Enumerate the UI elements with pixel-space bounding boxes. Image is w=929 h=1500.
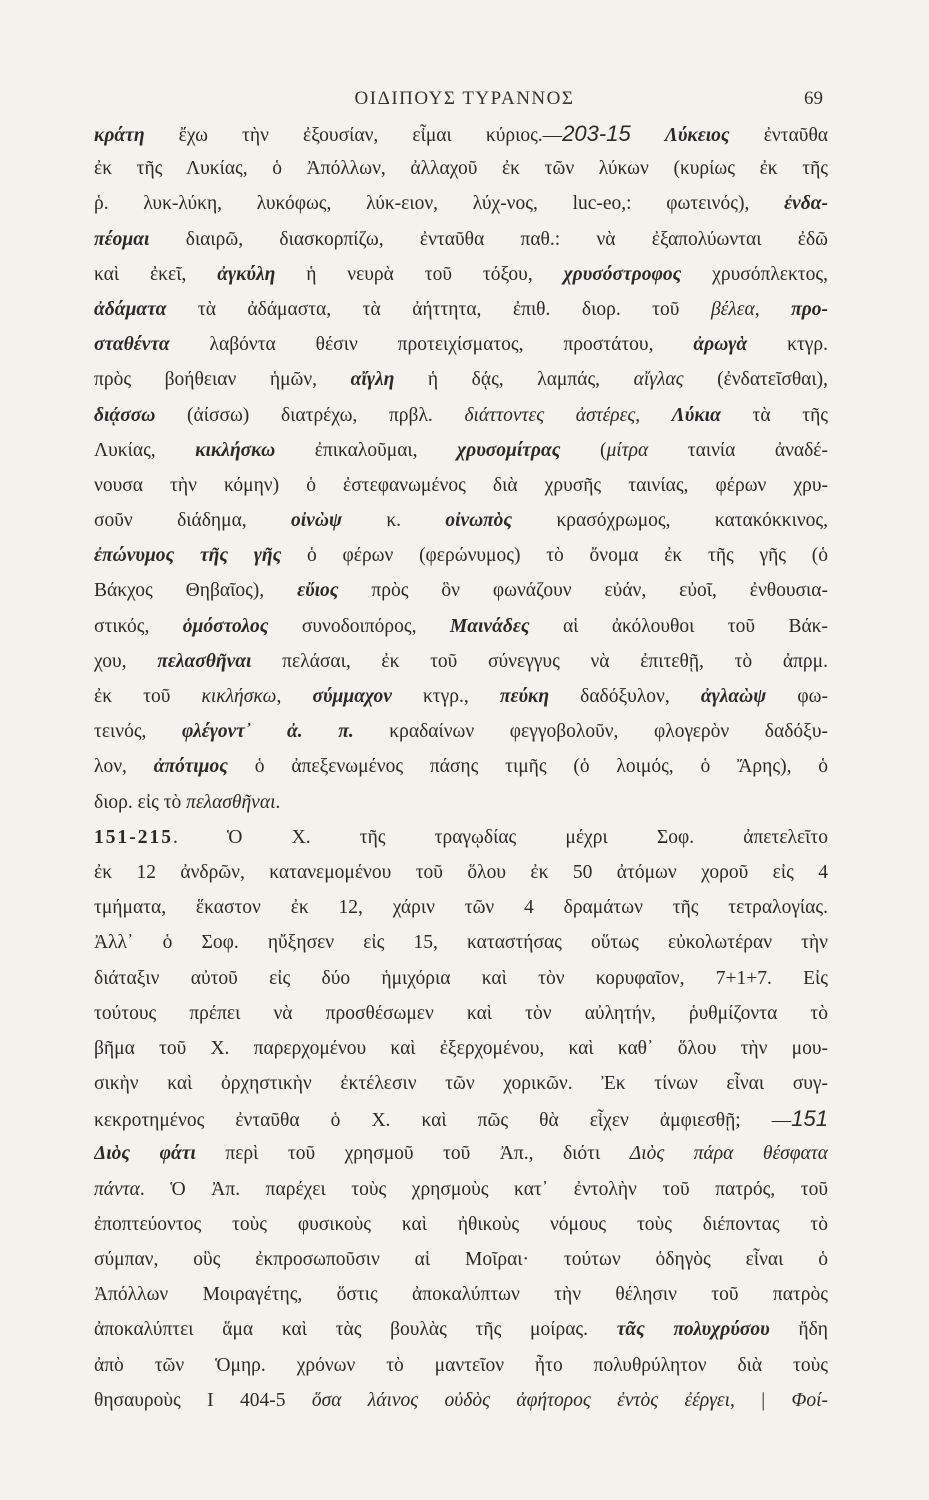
text-line: διορ. εἰς τὸ πελασθῆναι. [94,791,281,813]
text-line: ῥ. λυκ-λύκη, λυκόφως, λύκ-ειον, λύχ-νος, luc-eo,: φωτεινός), ἐνδα- [94,193,828,215]
text-line: πέομαι διαιρῶ, διασκορπίζω, ἐνταῦθα παθ.: νὰ ἐξαπολύωνται ἐδῶ [94,228,828,250]
text-line: ἀπὸ τῶν Ὁμηρ. χρόνων τὸ μαντεῖον ἦτο πολυθρύλητον διὰ τοὺς [94,1354,828,1376]
text-line: ἐπώνυμος τῆς γῆς ὁ φέρων (φερώνυμος) τὸ ὄνομα ἐκ τῆς γῆς (ὁ [94,545,828,567]
text-line: τούτους πρέπει νὰ προσθέσωμεν καὶ τὸν αὐλητήν, ῥυθμίζοντα τὸ [94,1002,828,1024]
text-line: τμήματα, ἕκαστον ἐκ 12, χάριν τῶν 4 δραμάτων τῆς τετραλογίας. [94,897,828,919]
text-line: σταθέντα λαβόντα θέσιν προτειχίσματος, προστάτου, ἀρωγὰ κτγρ. [94,334,828,356]
text-line: βῆμα τοῦ Χ. παρερχομένου καὶ ἐξερχομένου, καὶ καθ᾽ ὅλου τὴν μου- [94,1037,828,1059]
text-line: σικὴν καὶ ὀρχηστικὴν ἐκτέλεσιν τῶν χορικῶν. Ἐκ τίνων εἶναι συγ- [94,1073,828,1095]
text-line: ἐκ τοῦ κικλήσκω, σύμμαχον κτγρ., πεύκη δαδόξυλον, ἀγλαὼψ φω- [94,686,828,707]
text-line: Ἀλλ᾽ ὁ Σοφ. ηὔξησεν εἰς 15, καταστήσας οὕτως εὐκολωτέραν τὴν [94,932,828,954]
section-number: 151-215 [94,826,173,848]
text-line: σύμπαν, οὓς ἐκπροσωποῦσιν αἱ Μοῖραι· τούτων ὁδηγὸς εἶναι ὁ [94,1249,828,1270]
text-line: Ἀπόλλων Μοιραγέτης, ὅστις ἀποκαλύπτων τὴν θέλησιν τοῦ πατρὸς [94,1284,828,1306]
text-line: κεκροτημένος ἐνταῦθα ὁ Χ. καὶ πῶς θὰ εἶχεν ἀμφιεσθῇ; —151 [94,1106,828,1132]
text-line: κράτη ἔχω τὴν ἐξουσίαν, εἶμαι κύριος.—203-15 Λύκειος ἐνταῦθα [94,121,828,146]
section-heading-line: 151-215. Ὁ Χ. τῆς τραγῳδίας μέχρι Σοφ. ἀπετελεῖτο [94,826,828,848]
text-line: σοῦν διάδημα, οἰνὼψ κ. οἰνωπὸς κρασόχρωμος, κατακόκκινος, [94,510,828,532]
page-number: 69 [804,88,823,109]
text-line: ἀδάματα τὰ ἀδάμαστα, τὰ ἀήττητα, ἐπιθ. διορ. τοῦ βέλεα, προ- [94,298,828,320]
text-line: Βάκχος Θηβαῖος), εὔιος πρὸς ὃν φωνάζουν εὐάν, εὐοῖ, ἐνθουσια- [94,580,828,602]
text-line: θησαυροὺς Ι 404-5 ὅσα λάινος οὐδὸς ἀφήτορος ἐντὸς ἐέργει, | Φοί- [94,1389,828,1411]
text-line: διᾴσσω (ἀίσσω) διατρέχω, πρβλ. διάττοντες ἀστέρες, Λύκια τὰ τῆς [94,404,828,426]
text-line: Λυκίας, κικλήσκω ἐπικαλοῦμαι, χρυσομίτρας (μίτρα ταινία ἀναδέ- [94,439,828,461]
running-head: ΟΙΔΙΠΟΥΣ ΤΥΡΑΝΝΟΣ [354,88,575,109]
text-line: στικός, ὁμόστολος συνοδοιπόρος, Μαινάδες αἱ ἀκόλουθοι τοῦ Βάκ- [94,615,828,637]
text-line: πρὸς βοήθειαν ἡμῶν, αἴγλη ἡ δᾴς, λαμπάς, αἴγλας (ἐνδατεῖσθαι), [94,369,828,391]
text-line: διάταξιν αὐτοῦ εἰς δύο ἡμιχόρια καὶ τὸν κορυφαῖον, 7+1+7. Εἰς [94,967,828,989]
text-line: πάντα. Ὁ Ἀπ. παρέχει τοὺς χρησμοὺς κατ᾽ ἐντολὴν τοῦ πατρός, τοῦ [94,1178,828,1200]
text-line: ἐποπτεύοντος τοὺς φυσικοὺς καὶ ἠθικοὺς νόμους τοὺς διέποντας τὸ [94,1213,828,1235]
text-line: χου, πελασθῆναι πελάσαι, ἐκ τοῦ σύνεγγυς νὰ ἐπιτεθῇ, τὸ ἀπρμ. [94,650,828,672]
page-header [0,88,929,118]
commentary-text [94,116,828,1418]
text-line: ἀποκαλύπτει ἅμα καὶ τὰς βουλὰς τῆς μοίρας. τᾶς πολυχρύσου ἤδη [94,1319,828,1341]
text-line: τεινός, φλέγοντ᾽ ἀ. π. κραδαίνων φεγγοβολοῦν, φλογερὸν δαδόξυ- [94,721,828,743]
text-line: λον, ἀπότιμος ὁ ἀπεξενωμένος πάσης τιμῆς (ὁ λοιμός, ὁ Ἄρης), ὁ [94,756,828,778]
text-line: νουσα τὴν κόμην) ὁ ἐστεφανωμένος διὰ χρυσῆς ταινίας, φέρων χρυ- [94,474,828,496]
text-line: ἐκ 12 ἀνδρῶν, κατανεμομένου τοῦ ὅλου ἐκ 50 ἀτόμων χοροῦ εἰς 4 [94,861,828,883]
text-line: καὶ ἐκεῖ, ἀγκύλη ἡ νευρὰ τοῦ τόξου, χρυσόστροφος χρυσόπλεκτος, [94,263,828,285]
text-line: ἐκ τῆς Λυκίας, ὁ Ἀπόλλων, ἀλλαχοῦ ἐκ τῶν λύκων (κυρίως ἐκ τῆς [94,158,828,180]
text-line: Διὸς φάτι περὶ τοῦ χρησμοῦ τοῦ Ἀπ., διότι Διὸς πάρα θέσφατα [94,1143,828,1165]
